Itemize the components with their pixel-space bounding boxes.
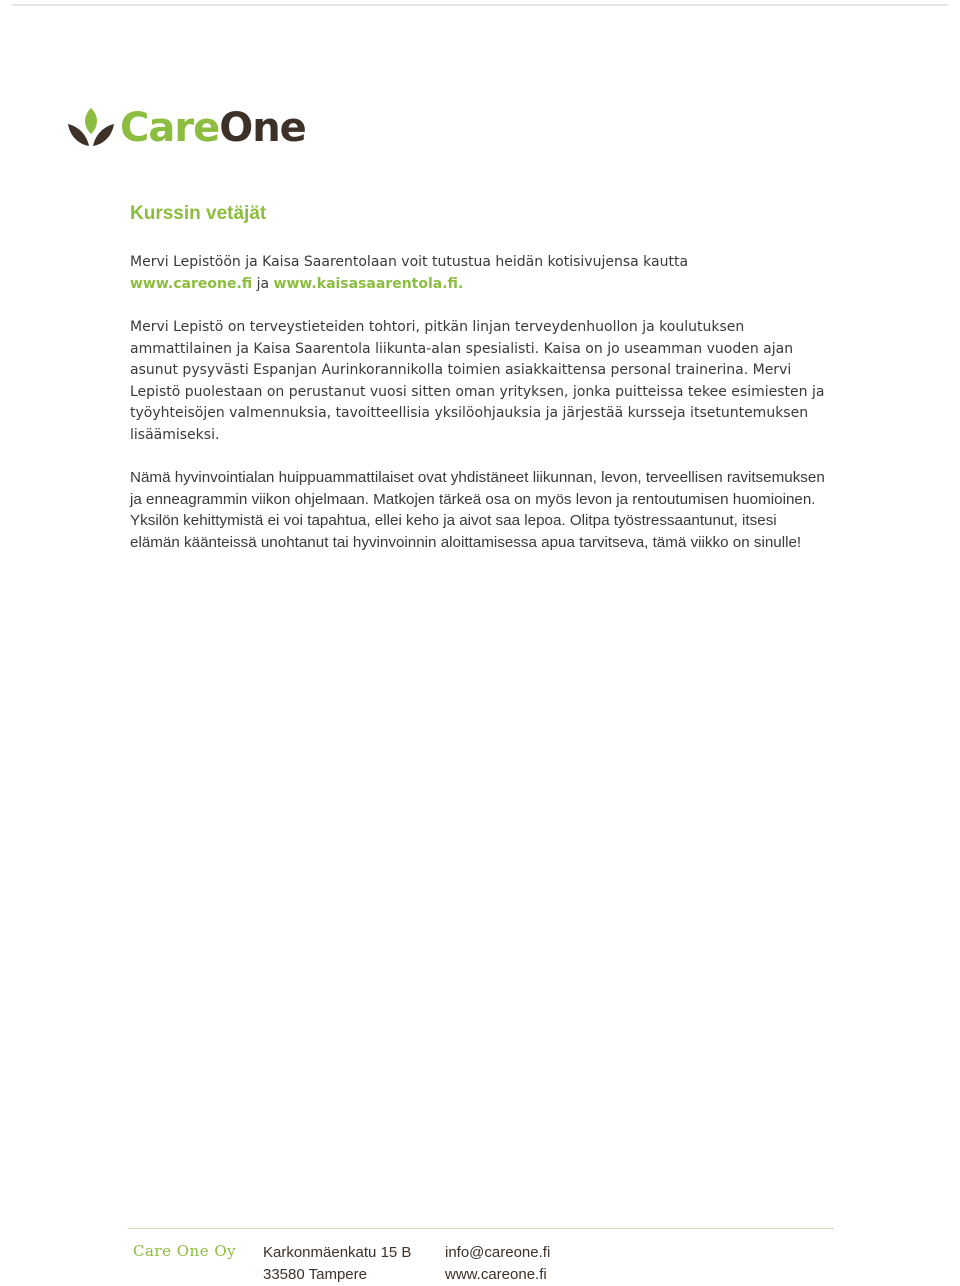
logo-wordmark (120, 104, 306, 152)
footer-address (263, 1242, 411, 1286)
intro-joiner: ja (252, 275, 274, 292)
careone-logo (66, 104, 306, 152)
sprout-leaves-icon (66, 106, 116, 150)
footer-contact (445, 1242, 550, 1286)
bio-paragraph (130, 317, 830, 446)
footer-email[interactable]: info@careone.fi (445, 1244, 551, 1261)
top-divider (12, 4, 948, 6)
footer (0, 1240, 960, 1284)
main-content (130, 202, 830, 574)
section-heading: Kurssin vetäjät (130, 203, 267, 224)
bio-text-part2: Kaisa on jo useamman vuoden ajan asunut pysyvästi Espanjan Aurinkorannikolla toimien asiakkaittensa personal trainerina. Mervi Lepistö puolestaan on perustanut vuosi sitten oman yrityksen, jonka puitteissa tekee esimiesten ja työyhteisöjen valmennuksia, tavoitteellisia yksilöohjauksia ja järjestää kursseja itsetuntemuksen lisäämiseksi. (130, 340, 825, 443)
intro-paragraph (130, 252, 830, 295)
program-paragraph: Nämä hyvinvointialan huippuammattilaiset ovat yhdistäneet liikunnan, levon, terveellisen ravitsemuksen ja enneagrammin viikon ohjelmaan. Matkojen tärkeä osa on myös levon ja rentoutumisen huomioinen. Yksilön kehittymistä ei voi tapahtua, ellei keho ja aivot saa lepoa. Olitpa työstressaantunut, itsesi elämän käänteissä unohtanut tai hyvinvoinnin aloittamisessa apua tarvitseva, tämä viikko on sinulle! (130, 469, 825, 551)
kaisasaarentola-link[interactable]: www.kaisasaarentola.fi. (273, 275, 464, 292)
logo-care-text: Care (120, 105, 220, 151)
footer-city: 33580 Tampere (263, 1266, 367, 1283)
footer-divider (128, 1228, 834, 1229)
careone-link[interactable]: www.careone.fi (130, 275, 253, 292)
bio-text-part1: Mervi Lepistö on terveystieteiden tohtori, pitkän linjan terveydenhuollon ja koulutuksen ammattilainen ja Kaisa Saarentola liikunta-alan spesialisti. (130, 319, 745, 357)
footer-website[interactable]: www.careone.fi (445, 1266, 547, 1283)
footer-street: Karkonmäenkatu 15 B (263, 1244, 412, 1261)
intro-text: Mervi Lepistöön ja Kaisa Saarentolaan voit tutustua heidän kotisivujensa kautta (130, 254, 689, 270)
logo-one-text: One (219, 105, 306, 151)
footer-company-name: Care One Oy (133, 1242, 237, 1260)
